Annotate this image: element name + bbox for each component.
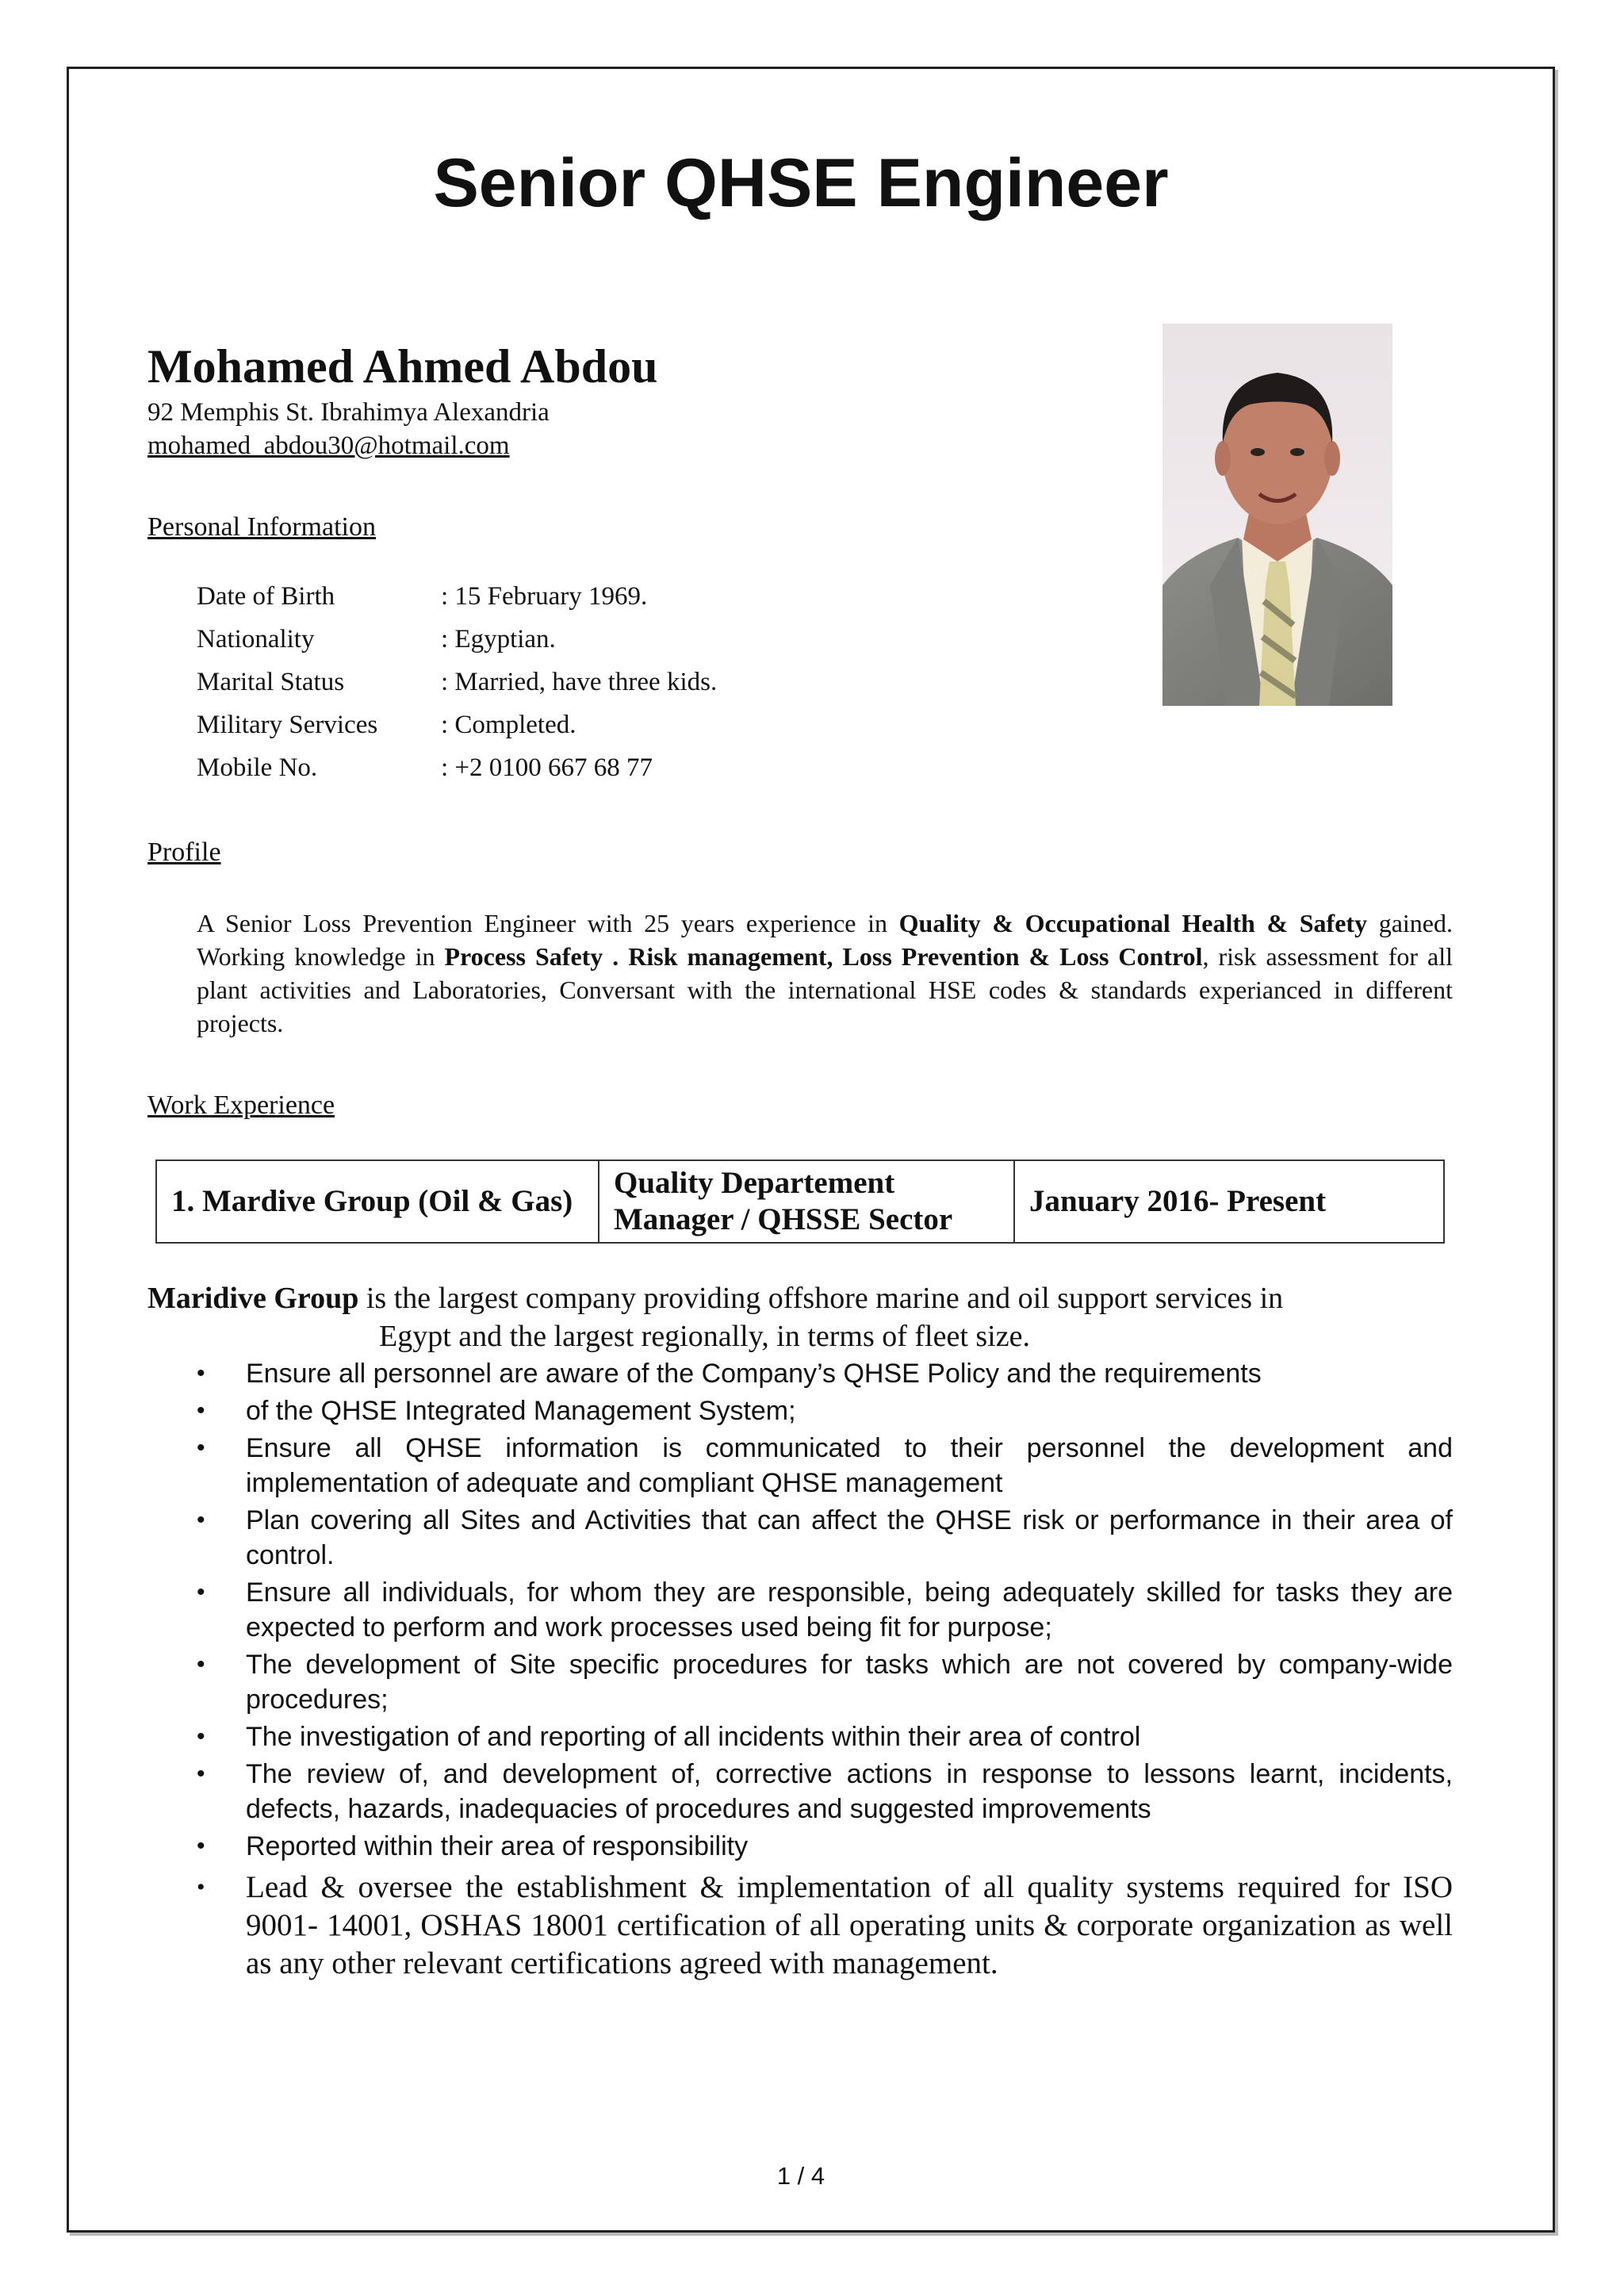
list-item: • Ensure all individuals, for whom they are responsible, being adequately skilled for tasks they are expected to perform and work processes used being fit for purpose; bbox=[197, 1577, 1453, 1642]
profile-heading: Profile bbox=[147, 838, 221, 867]
company-intro: Maridive Group is the largest company providing offshore marine and oil support services in Egypt and the largest regionally, in terms of fleet size. bbox=[147, 1282, 1284, 1353]
info-row-dob bbox=[197, 584, 647, 610]
info-label: Nationality bbox=[197, 625, 315, 654]
position-cell: Quality Departement Manager / QHSSE Sector bbox=[599, 1160, 1014, 1243]
list-item: • The development of Site specific procedures for tasks which are not covered by company-wide procedures; bbox=[197, 1650, 1453, 1715]
info-value: : Egyptian. bbox=[441, 625, 556, 654]
info-label: Military Services bbox=[197, 711, 378, 739]
info-value: : +2 0100 667 68 77 bbox=[441, 753, 653, 782]
personal-information-heading: Personal Information bbox=[147, 512, 376, 542]
address: 92 Memphis St. Ibrahimya Alexandria bbox=[147, 398, 550, 427]
list-item: • Reported within their area of responsibility bbox=[197, 1831, 749, 1861]
page-number: 1 / 4 bbox=[776, 2162, 825, 2190]
info-row-military bbox=[197, 712, 576, 738]
list-item: • Ensure all personnel are aware of the Company’s QHSE Policy and the requirements bbox=[197, 1359, 1262, 1389]
company-cell: 1. Mardive Group (Oil & Gas) bbox=[156, 1160, 599, 1243]
candidate-name: Mohamed Ahmed Abdou bbox=[147, 340, 658, 393]
table-row bbox=[156, 1160, 1444, 1243]
list-item: • Plan covering all Sites and Activities that can affect the QHSE risk or performance in their area of control. bbox=[197, 1505, 1453, 1570]
info-label: Marital Status bbox=[197, 668, 345, 696]
info-value: : Completed. bbox=[441, 711, 576, 739]
list-item: • The investigation of and reporting of all incidents within their area of control bbox=[197, 1722, 1141, 1752]
profile-photo bbox=[1162, 324, 1392, 706]
list-item: • of the QHSE Integrated Management System; bbox=[197, 1396, 796, 1426]
info-row-mobile bbox=[197, 755, 653, 781]
work-experience-heading: Work Experience bbox=[147, 1091, 335, 1120]
page-title: Senior QHSE Engineer bbox=[433, 145, 1169, 221]
period-cell: January 2016- Present bbox=[1014, 1160, 1444, 1243]
list-item: • Ensure all QHSE information is communicated to their personnel the development and implementation of adequate and compliant QHSE management bbox=[197, 1433, 1453, 1498]
info-value: : 15 February 1969. bbox=[441, 582, 648, 611]
responsibilities-list bbox=[197, 1356, 1453, 1985]
email-link[interactable]: mohamed_abdou30@hotmail.com bbox=[147, 431, 510, 460]
profile-paragraph: A Senior Loss Prevention Engineer with 25 years experience in Quality & Occupational Health & Safety gained. Working knowledge in Process Safety . Risk management, Loss Prevention & Loss Control, risk assessment for all plant activities and Laboratories, Conversant with the international HSE codes & standards experianced in different projects. bbox=[197, 909, 1454, 1037]
info-row-marital-status bbox=[197, 669, 717, 696]
info-label: Mobile No. bbox=[197, 753, 318, 782]
list-item: • Lead & oversee the establishment & implementation of all quality systems required for ISO 9001- 14001, OSHAS 18001 certification of all operating units & corporate organization as well as any other relevant certifications agreed with management. bbox=[197, 1870, 1453, 1980]
info-value: : Married, have three kids. bbox=[441, 668, 718, 696]
info-row-nationality bbox=[197, 627, 556, 653]
company-name: Maridive Group bbox=[147, 1282, 359, 1315]
info-label: Date of Birth bbox=[197, 582, 335, 611]
list-item: • The review of, and development of, corrective actions in response to lessons learnt, incidents, defects, hazards, inadequacies of procedures and suggested improvements bbox=[197, 1759, 1453, 1824]
experience-table bbox=[155, 1159, 1445, 1244]
